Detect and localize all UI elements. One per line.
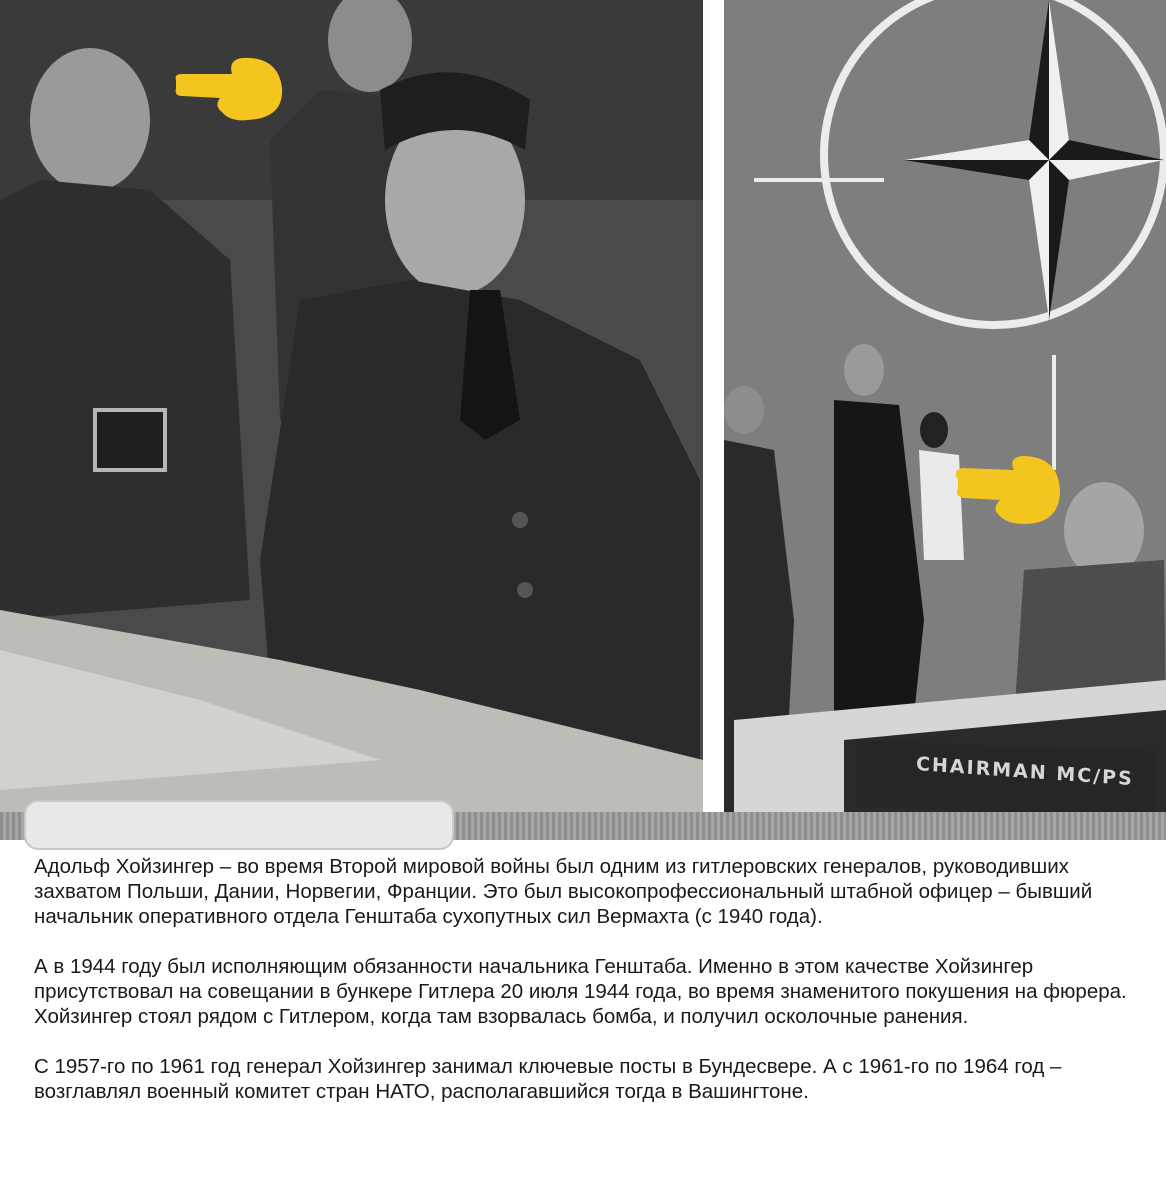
left-photo-scene (0, 0, 703, 812)
pointing-hand-icon (170, 52, 285, 124)
paragraph: А в 1944 году был исполняющим обязанности начальника Генштаба. Именно в этом качестве Хойзингер присутствовал на совещании в бункере Гитлера 20 июля 1944 года, во время знаменитого покушения на фюрера. Хойзингер стоял рядом с Гитлером, когда там взорвалась бомба, и получил осколочные ранения. (34, 955, 1127, 1028)
chairman-nameplate (856, 741, 1156, 812)
right-photo-scene (724, 0, 1166, 812)
caption-plate (24, 800, 454, 850)
nameplate-label: CHAIRMAN MC/PS (915, 753, 1135, 791)
pointing-hand-icon (948, 450, 1063, 528)
paragraph: Адольф Хойзингер – во время Второй мировой войны был одним из гитлеровских генералов, руководивших захватом Польши, Дании, Норвегии, Франции. Это был высокопрофессиональный штабной офицер – бывший начальник оперативного отдела Генштаба сухопутных сил Вермахта (с 1940 года). (34, 855, 1093, 928)
left-photo (0, 0, 703, 812)
paragraph: С 1957-го по 1961 год генерал Хойзингер занимал ключевые посты в Бундесвере. А с 1961-го по 1964 год – возглавлял военный комитет стран НАТО, располагавшийся тогда в Вашингтоне. (34, 1055, 1062, 1103)
right-photo (724, 0, 1166, 812)
article-text (34, 854, 1144, 1129)
